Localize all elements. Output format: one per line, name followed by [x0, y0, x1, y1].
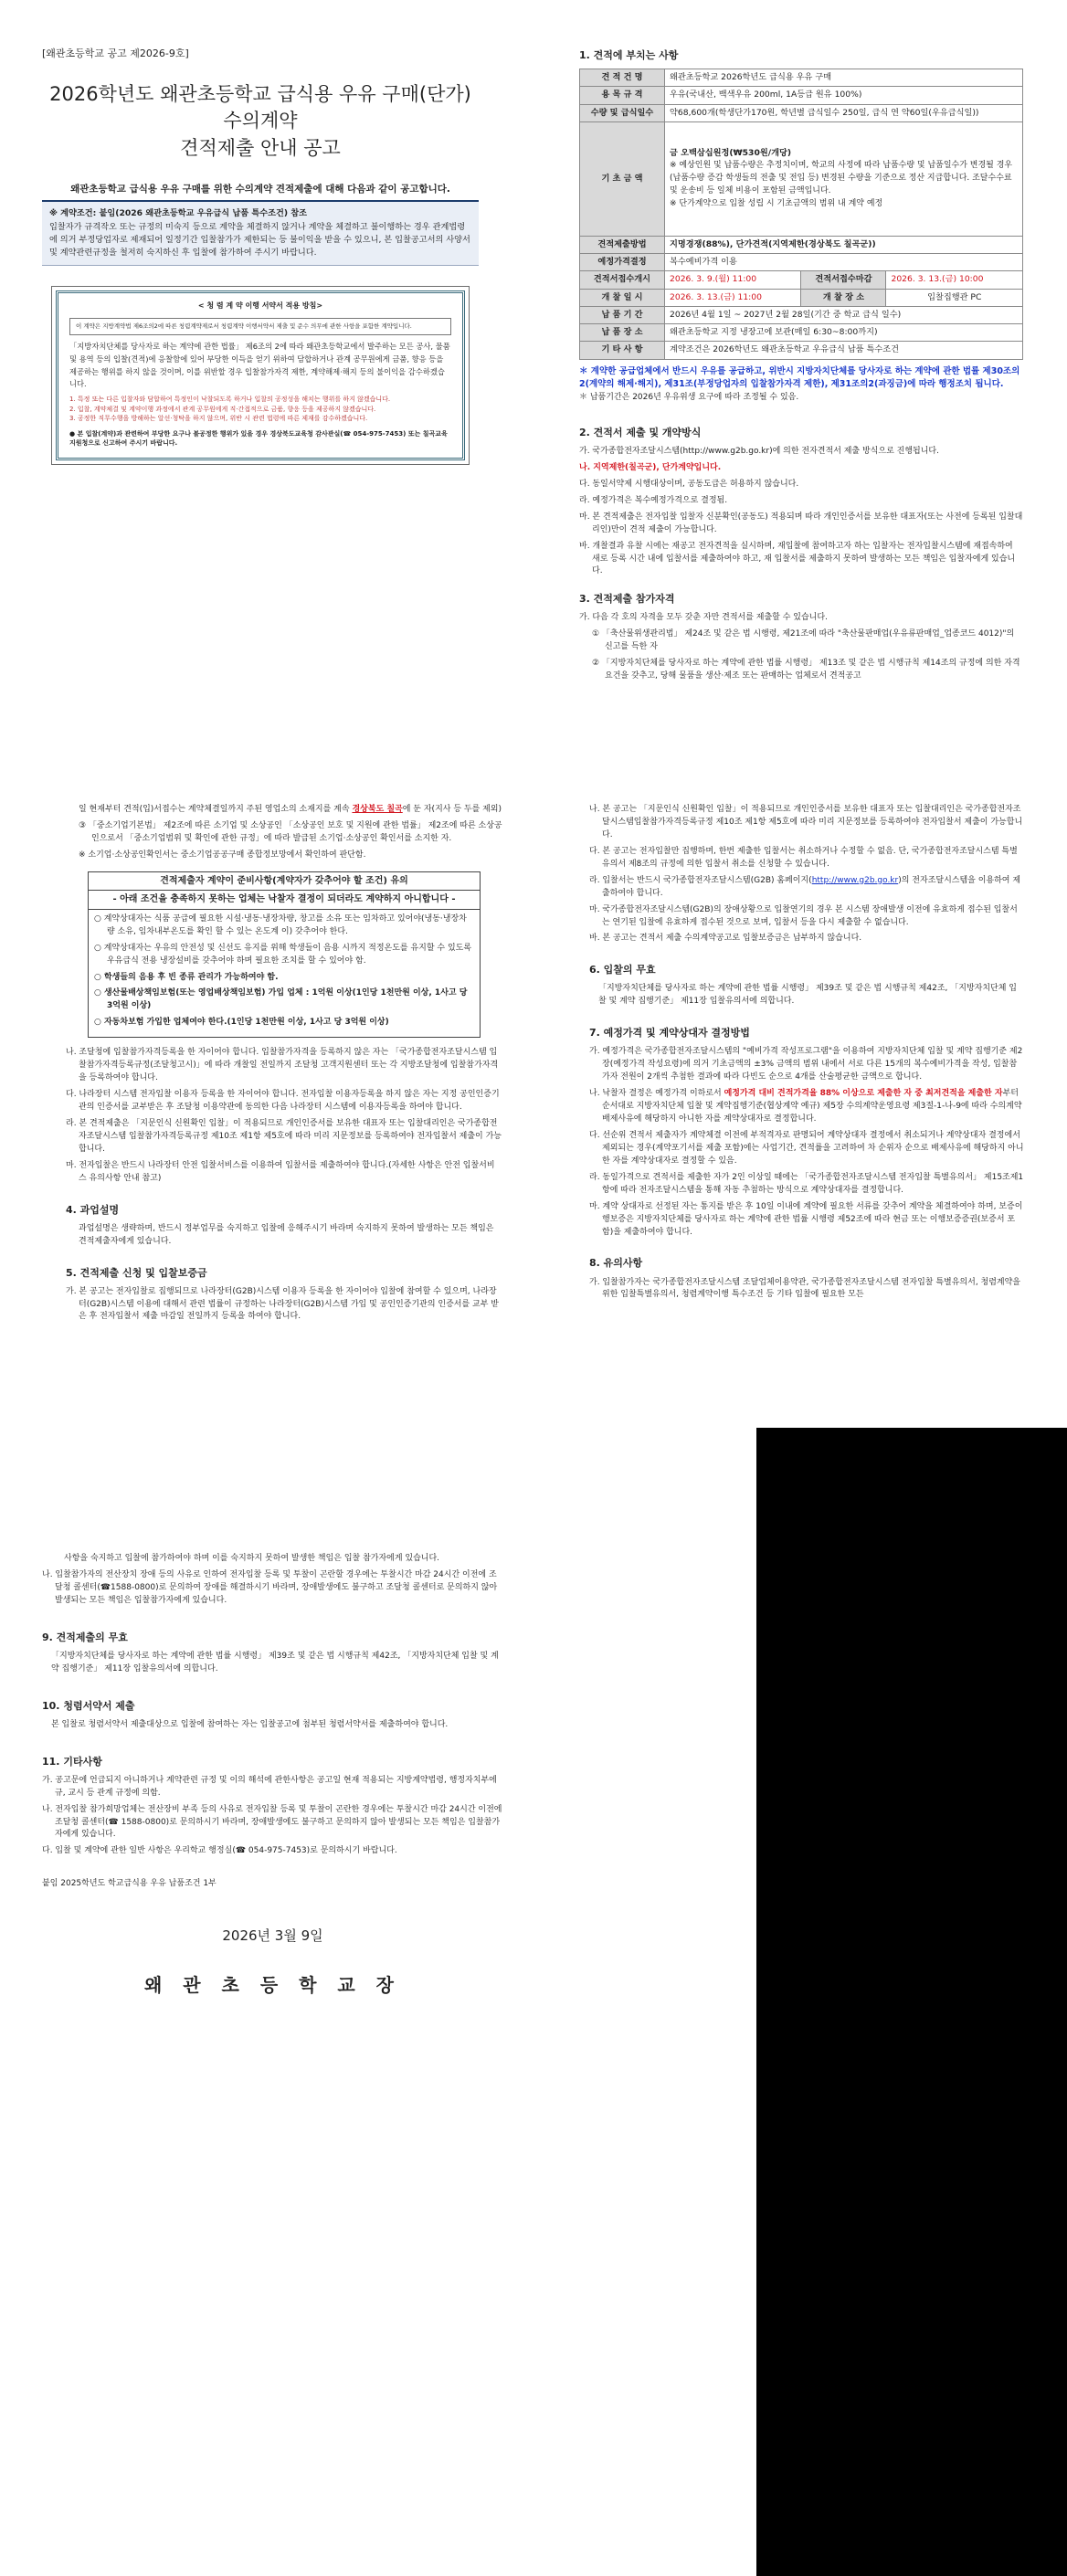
list-item: 라. 동일가격으로 견적서를 제출한 자가 2인 이상일 때에는 「국가종합전자조달시스템 전자입찰 특별유의서」 제15조제1항에 따라 전자조달시스템을 통해 자동 추첨하는 방식으로 계약상대자를 결정합니다.	[589, 1172, 1024, 1195]
section-10-title: 10. 청렴서약서 제출	[42, 1699, 135, 1712]
list-item: 라. 본 견적제출은 「지문인식 신원확인 입찰」이 적용되므로 개인인증서를 보유한 대표자 또는 입찰대리인은 국가종합전자조달시스템 입찰참가자격등록규정 제10조 제1항 제5호에 따라 미리 지문정보를 등록하여야 전자입찰서 제출이 가능합니다.	[66, 1118, 502, 1154]
list-item: 다. 선순위 견적서 제출자가 계약체결 이전에 부적격자로 판명되어 계약상대자 결정에서 취소되거나 계약상대자 결정에서 제외되는 경우(계약포기서를 제출 포함)에는 사업기간, 견적률을 고려하여 차 순위자 순으로 배제사유에 해당하지 아니한 자를 계약상대자로 결정할 수 있음.	[589, 1130, 1024, 1166]
page1-right-column	[579, 48, 1023, 687]
g2b-link[interactable]: http://www.g2b.go.kr	[811, 875, 899, 885]
base-price-cell	[665, 121, 1023, 236]
list-item: 바. 본 공고는 견적서 제출 수의계약공고로 입찰보증금은 납부하지 않습니다.	[589, 934, 862, 944]
list-item: 가. 국가종합전자조달시스템(http://www.g2b.go.kr)에 의한 전자견적서 제출 방식으로 진행됩니다.	[579, 446, 939, 456]
table-value: 왜관초등학교 2026학년도 급식용 우유 구매	[665, 69, 1023, 87]
table-row	[580, 121, 1023, 236]
list-item: 마. 계약 상대자로 선정된 자는 통지를 받은 후 10일 이내에 계약에 필요한 서류를 갖추어 계약을 체결하여야 하며, 보증이행보증은 지방자치단체를 당사자로 하는 계약에 관한 법률 시행령 제52조에 따라 현금 또는 이행보증증권(보증서 포함)을 제출하여야 합니다.	[589, 1201, 1023, 1237]
table-row	[580, 236, 1023, 253]
section-10-body: 본 입찰로 청렴서약서 제출대상으로 입찰에 참여하는 자는 입찰공고에 첨부된 청렴서약서를 제출하여야 합니다.	[51, 1719, 449, 1729]
table-label: 수량 및 급식일수	[580, 104, 665, 121]
table-row	[580, 104, 1023, 121]
table-value: 지명경쟁(88%), 단가견적(지역제한(경상북도 칠곡군))	[665, 236, 1023, 253]
table-label: 개 찰 장 소	[801, 289, 886, 306]
section-1-warning: ＊ 계약한 공급업체에서 반드시 우유를 공급하고, 위반시 지방자치단체를 당사자로 하는 계약에 관한 법률 제30조의2(계약의 해제·해지), 제31조(부정당업자의 입찰참가자격 제한), 제31조의2(과징금)에 따라 행정조치 됩니다.	[579, 365, 1020, 390]
list-item: 라. 예정가격은 복수예정가격으로 결정됨.	[579, 495, 728, 505]
table-value: 왜관초등학교 지정 냉장고에 보관(매일 6:30~8:00까지)	[665, 324, 1023, 342]
conditions-title: 견적제출자 계약이 준비사항(계약자가 갖추어야 할 조건) 유의	[89, 872, 480, 892]
table-label: 기 초 금 액	[580, 121, 665, 236]
section-5-title: 5. 견적제출 신청 및 입찰보증금	[66, 1266, 207, 1279]
integrity-pledge-items	[69, 395, 451, 424]
table-row	[580, 324, 1023, 342]
list-item: ○ 계약상대자는 우유의 안전성 및 신선도 유지를 위해 학생들이 음용 시까지 적정온도를 유지할 수 있도록 우유급식 전용 냉장설비를 갖추어야 하며 필요한 조치를 할 수 있어야 함.	[94, 943, 472, 966]
integrity-pledge-heading: < 청 렴 계 약 이행 서약서 적용 방침>	[197, 301, 323, 311]
list-item	[589, 1088, 1024, 1126]
table-label: 개 찰 일 시	[580, 289, 665, 306]
highlight-text: 예정가격 대비 견적가격율 88% 이상으로 제출한 자 중 최저견적을 제출한 자	[724, 1089, 1003, 1099]
table-label: 견적서접수마감	[801, 271, 886, 289]
page2-right-column	[589, 804, 1024, 1305]
list-item: 다. 나라장터 시스템 전자입찰 이용자 등록을 한 자이어야 합니다. 전자입찰 이용자등록을 하지 않은 자는 지정 공인인증기관의 인증서를 교부받은 후 조달청 이용약관에 동의한 다음 나라장터 시스템에 이용자등록을 하여야 합니다.	[66, 1090, 500, 1112]
list-item: ○ 생산물배상책임보험(또는 영업배상책임보험) 가입 업체 : 1억원 이상(1인당 1천만원 이상, 1사고 당 3억원 이상)	[94, 988, 468, 1011]
contract-condition-body: 입찰자가 규격작오 또는 규정의 미숙지 등으로 계약을 체결하지 않거나 계약을 체결하고 불이행하는 경우 관계법령에 의거 부정당업자로 제재되어 일정기간 입찰참가가 제한되는 등 불이익을 받을 수 있으니, 본 입찰공고서의 사양서 및 계약관련규정을 철저히 숙지하신 후 입찰에 참가하여 주시기 바랍니다.	[49, 221, 470, 259]
table-row	[580, 254, 1023, 271]
table-label: 견 적 건 명	[580, 69, 665, 87]
section-2-list	[579, 446, 1023, 578]
contract-condition-head: ※ 계약조건: 붙임(2026 왜관초등학교 우유급식 납품 특수조건) 참조	[49, 208, 307, 219]
table-label: 납 품 기 간	[580, 306, 665, 323]
table-row	[580, 87, 1023, 104]
base-price-note: ※ 예상인원 및 납품수량은 추정치이며, 학교의 사정에 따라 납품수량 및 납품일수가 변경될 경우(납품수량 증감 학생들의 전출 및 전입 등) 변경된 수량을 기준으로 정산 지급합니다. 조달수수료 및 운송비 등 일체 비용이 포함된 금액입니다.	[670, 161, 1013, 195]
notice-number: [왜관초등학교 공고 제2026-9호]	[42, 48, 189, 59]
base-price-amount: 금 오백삼십원정(₩530원/개당)	[670, 147, 792, 158]
text-span: 나. 낙찰자 결정은 예정가격 이하로서	[589, 1089, 724, 1099]
redacted-area	[756, 1428, 1067, 2576]
table-value: 2026. 3. 13.(금) 11:00	[665, 289, 801, 306]
table-value: 약68,600개(학생단가170원, 학년별 급식일수 250일, 급식 연 약60일(우유급식일))	[665, 104, 1023, 121]
table-row	[580, 342, 1023, 359]
list-item: 다. 입찰 및 계약에 관한 일반 사항은 우리학교 행정실(☎ 054-975-7453)로 문의하시기 바랍니다.	[42, 1846, 397, 1856]
section-7-title: 7. 예정가격 및 계약상대자 결정방법	[589, 1027, 750, 1040]
page3-left-column	[42, 1553, 503, 2000]
table-label: 납 품 장 소	[580, 324, 665, 342]
list-item: 가. 공고문에 언급되지 아니하거나 계약관련 규정 및 이의 해석에 관한사항은 공고일 현재 적용되는 지방계약법령, 행정자치부에규, 교시 등 관계 규정에 의함.	[42, 1775, 497, 1798]
table-label: 견적서접수개시	[580, 271, 665, 289]
list-item	[589, 875, 1024, 901]
list-item: ○ 계약상대자는 식품 공급에 필요한 시설·냉동·냉장차량, 창고를 소유 또는 임차하고 있어야(냉동·냉장차량 소유, 임차내부온도를 확인 할 수 있는 온도계 이) 갖추어야 한다.	[94, 913, 467, 936]
table-value: 입찰집행관 PC	[886, 289, 1023, 306]
section-4-body: 과업설명은 생략하며, 반드시 정부업무를 숙지하고 입찰에 응해주시기 바라며 숙지하지 못하여 발생하는 모든 책임은 견적제출자에게 있습니다.	[79, 1223, 494, 1246]
list-item: 바. 개찰결과 유찰 시에는 재공고 전자견적을 실시하며, 재입찰에 참여하고자 하는 입찰자는 전자입찰시스템에 재접속하여 새로 등록 시간 내에 입찰서를 제출하여야 하고, 재 입찰서를 제출하지 못하여 발생하는 모든 책임은 입찰자에게 있습니다.	[579, 541, 1016, 576]
list-item: 마. 전자입찰은 반드시 나라장터 안전 입찰서비스를 이용하여 입찰서를 제출하여야 합니다.(자세한 사항은 안전 입찰서비스 유의사항 안내 참고)	[66, 1160, 495, 1183]
page1-left-column	[42, 46, 479, 465]
contract-condition-box	[42, 202, 479, 266]
integrity-pledge-body: 「지방자치단체를 당사자로 하는 계약에 관한 법률」 제6조의 2에 따라 왜관초등학교에서 발주하는 모든 공사, 물품 및 용역 등의 입찰(견적)에 응찰함에 있어 부당한 이득을 얻기 위하여 담합하거나 관계 공무원에게 금품, 향응 등을 제공하는 행위를 하지 않을 것이며, 이를 위반할 경우 입찰참가자격 제한, 계약해제·해지 등의 불이익을 감수하겠습니다.	[69, 342, 450, 389]
table-value: 복수예비가격 이용	[665, 254, 1023, 271]
table-value: 계약조건은 2026학년도 왜관초등학교 우유급식 납품 특수조건	[665, 342, 1023, 359]
section-5-body: 가. 본 공고는 전자입찰로 집행되므로 나라장터(G2B)시스템 이용자 등록을 한 자이어야 입찰에 참여할 수 있으며, 나라장터(G2B)시스템 이용에 대해서 관련 법률이 규정하는 나라장터(G2B)시스템 가입 및 공인인증기관의 인증서를 교부 받은 후 전자입찰서 제출 마감일 전일까지 등록을 하여야 합니다.	[66, 1286, 499, 1322]
section-3-title: 3. 견적제출 참가자격	[579, 593, 675, 606]
table-row	[580, 69, 1023, 87]
intro-text: 왜관초등학교 급식용 우유 구매를 위한 수의계약 견적제출에 대해 다음과 같이 공고합니다.	[70, 184, 450, 195]
attachment-line: 붙임 2025학년도 학교급식용 우유 납품조건 1부	[42, 1879, 217, 1889]
table-value: 2026. 3. 13.(금) 10:00	[886, 271, 1023, 289]
table-row	[580, 289, 1023, 306]
section-6-title: 6. 입찰의 무효	[589, 964, 656, 977]
section-1-title: 1. 견적에 부치는 사항	[579, 49, 679, 61]
table-value: 2026. 3. 9.(월) 11:00	[665, 271, 801, 289]
list-item: 나. 입찰참가자의 전산장치 장애 등의 사유로 인하여 전자입찰 등록 및 투찰이 곤란할 경우에는 투찰시간 마감 24시간 이전에 조달청 콜센터(☎1588-0800)로 문의하여 장애를 해결하시기 바라며, 장애발생에도 불구하고 조달청 콜센터로 문의하지 않아 발생되는 모든 책임은 입찰참가자에게 있습니다.	[42, 1569, 498, 1605]
section-4-title: 4. 과업설명	[66, 1203, 120, 1216]
title-line-2: 견적제출 안내 공고	[180, 136, 341, 159]
table-label: 용 목 규 격	[580, 87, 665, 104]
integrity-pledge-item: 2. 입찰, 계약체결 및 계약이행 과정에서 관계 공무원에게 직·간접적으로 금품, 향응 등을 제공하지 않겠습니다.	[69, 405, 376, 413]
list-item: 가. 다음 각 호의 자격을 모두 갖춘 자만 견적서를 제출할 수 있습니다.	[579, 613, 828, 623]
integrity-pledge-intro: 이 계약은 지방계약법 제6조의2에 따른 청렴계약제로서 청렴계약 이행서약서 제출 및 준수 의무에 관한 사항을 포함한 계약입니다.	[69, 318, 451, 335]
issue-date: 2026년 3월 9일	[222, 1927, 323, 1945]
highlight-text: 경상북도 칠곡	[352, 805, 403, 814]
list-item: ○ 학생들의 음용 후 빈 종류 관리가 가능하여야 함.	[94, 972, 279, 982]
list-item: ② 「지방자치단체를 당사자로 하는 계약에 관한 법률 시행령」 제13조 및 같은 법 시행규칙 제14조의 규정에 의한 자격요건을 갖추고, 당해 물품을 생산·제조 또는 판매하는 업체로서 견적공고	[592, 659, 1020, 681]
table-value: 우유(국내산, 백색우유 200ml, 1A등급 원유 100%)	[665, 87, 1023, 104]
list-item: ③ 「중소기업기본법」 제2조에 따른 소기업 및 소상공인 「소상공인 보호 및 지원에 관한 법률」 제2조에 따른 소상공인으로서 「중소기업범위 및 확인에 관한 규정」에 따라 발급된 소기업·소상공인 확인서를 소지한 자.	[79, 820, 502, 843]
school-principal-signature: 왜 관 초 등 학 교 장	[143, 1973, 402, 1996]
list-item: 다. 본 공고는 전자입찰만 집행하며, 한번 제출한 입찰서는 취소하거나 수정할 수 없음. 단, 국가종합전자조달시스템 특별유의서 제8조의 규정에 의한 입찰서 취소를 신청할 수 있습니다.	[589, 846, 1018, 869]
continued-text: 사항을 숙지하고 입찰에 참가하여야 하며 이를 숙지하지 못하여 발생한 책임은 입찰 참가자에게 있습니다.	[64, 1554, 440, 1563]
list-item: 나. 전자입찰 참가희망업체는 전산장비 부족 등의 사유로 전자입찰 등록 및 투찰이 곤란한 경우에는 투찰시간 마감 24시간 이전에 조달청 콜센터(☎ 1588-0800)로 문의하시기 바라며, 장애발생에도 불구하고 문의하지 않아 발생되는 모든 책임은 입찰참가자에게 있습니다.	[42, 1804, 502, 1840]
conditions-list	[89, 910, 480, 1038]
contractor-conditions-box	[88, 871, 481, 1039]
text-span: )의 전자조달시스템을 이용하여 제출하여야 합니다.	[602, 875, 1021, 898]
integrity-pledge-inner	[56, 290, 465, 459]
text-span: 라. 입찰서는 반드시 국가종합전자조달시스템(G2B) 홈페이지(	[589, 875, 812, 885]
table-label: 예정가격결정	[580, 254, 665, 271]
text-span: 부터 순서대로 지방자치단체 입찰 및 계약집행기준(협상계약 예규) 제5장 수의계약운영요령 제3절-1-나-9에 따라 수의계약배제사유에 해당하지 아니한 자를 계약상대자로 결정합니다.	[602, 1089, 1022, 1124]
section-8-title: 8. 유의사항	[589, 1257, 643, 1270]
list-item: ① 「축산물위생관리법」 제24조 및 같은 법 시행령, 제21조에 따라 "축산물판매업(우유류판매업_업종코드 4012)"의 신고를 득한 자	[592, 629, 1015, 652]
list-item: 나. 지역제한(칠곡군), 단가계약입니다.	[579, 462, 722, 472]
bid-info-table	[579, 69, 1023, 360]
section-9-title: 9. 견적제출의 무효	[42, 1631, 128, 1643]
page2-left-column	[66, 804, 502, 1327]
conditions-subtitle: - 아래 조건을 충족하지 못하는 업체는 낙찰자 결정이 되더라도 계약하지 아니합니다 -	[89, 891, 480, 910]
list-item: 다. 동일서약제 시행대상이며, 공동도급은 허용하지 않습니다.	[579, 479, 799, 489]
integrity-contact: ● 본 입찰(계약)과 관련하여 부당한 요구나 불공정한 행위가 있을 경우 경상북도교육청 감사관실(☎ 054-975-7453) 또는 칠곡교육지원청으로 신고하여 주시기 바랍니다.	[69, 429, 448, 448]
base-price-note: ※ 단가계약으로 입찰 성립 시 기초금액의 범위 내 계약 예정	[670, 198, 883, 208]
list-item: 가. 입찰참가자는 국가종합전자조달시스템 조달업체이용약관, 국가종합전자조달시스템 전자입찰 특별유의서, 청렴계약을 위한 입찰특별유의서, 청렴계약이행 특수조건 등 기타 입찰에 필요한 모든	[589, 1277, 1021, 1300]
title-line-1: 2026학년도 왜관초등학교 급식용 우유 구매(단가) 수의계약	[49, 83, 471, 132]
table-label: 견적제출방법	[580, 236, 665, 253]
table-row	[580, 271, 1023, 289]
integrity-pledge-item: 1. 특정 또는 다른 입찰자와 담합하여 특정인이 낙찰되도록 하거나 입찰의 공정성을 해치는 행위를 하지 않겠습니다.	[69, 396, 391, 404]
table-row	[580, 306, 1023, 323]
section-6-body: 「지방자치단체를 당사자로 하는 계약에 관한 법률 시행령」 제39조 및 같은 법 시행규칙 제42조, 「지방자치단체 입찰 및 계약 집행기준」 제11장 입찰유의서에 의합니다.	[598, 984, 1017, 1007]
list-item: 가. 예정가격은 국가종합전자조달시스템의 "예비가격 작성프로그램"을 이용하여 지방자치단체 입찰 및 계약 집행기준 제2장(예정가격 작성요령)에 의거 기초금액의 ±3% 금액의 범위 내에서 서로 다른 15개의 복수예비가격을 작성, 입찰참가자 전원이 2개씩 추첨한 결과에 따라 다빈도 순으로 4개를 산술평균한 금액으로 합니다.	[589, 1047, 1023, 1082]
integrity-pledge-frame	[51, 286, 470, 464]
section-3-list	[579, 612, 1023, 683]
table-label: 기 타 사 항	[580, 342, 665, 359]
list-item: 나. 조달청에 입찰참가자격등록을 한 자이어야 합니다. 입찰참가자격을 등록하지 않은 자는 「국가종합전자조달시스템 입찰참가자격등록규정(조달청고시)」에 따라 개찰일 전일까지 조달청 고객지원센터 또는 각 지방조달청에 입찰참가자격을 등록하여야 합니다.	[66, 1048, 499, 1083]
table-value: 2026년 4월 1일 ~ 2027년 2월 28일(기간 중 학교 급식 일수)	[665, 306, 1023, 323]
section-1-note: ＊ 납품기간은 2026년 우유위생 요구에 따라 조정될 수 있음.	[579, 392, 799, 402]
list-item: 나. 본 공고는 「지문인식 신원확인 입찰」이 적용되므로 개인인증서를 보유한 대표자 또는 입찰대리인은 국가종합전자조달시스템입찰참가자격등록규정 제10조 제1항 제5호에 따라 미리 지문정보를 등록하여야 전자입찰서 제출이 가능합니다.	[589, 805, 1023, 839]
continued-text: 일 현재부터 견적(입)서접수는 계약체결일까지 주된 영업소의 소재지를 계속 경상북도 칠곡에 둔 자(지사 등 두를 제외)	[79, 805, 502, 814]
list-item: 마. 본 견적제출은 전자입찰 입찰자 신분확인(공동도) 적용되며 따라 개인인증서를 보유한 대표자(또는 사전에 등록된 입찰대리인)만이 견적 제출이 가능합니다.	[579, 512, 1023, 534]
section-2-title: 2. 견적서 제출 및 개약방식	[579, 426, 702, 438]
list-item: ○ 자동차보험 가입한 업체여야 한다.(1인당 1천만원 이상, 1사고 당 3억원 이상)	[94, 1018, 389, 1028]
section-11-title: 11. 기타사항	[42, 1755, 102, 1768]
document-title	[42, 81, 479, 162]
list-item-note: ※ 소기업·소상공인확인서는 중소기업공공구매 종합정보망에서 확인하여 판단함.	[79, 850, 366, 860]
list-item: 마. 국가종합전자조달시스템(G2B)의 장애상황으로 입찰연기의 경우 본 시스템 장애발생 이전에 유효하게 접수된 입찰서는 연기된 입찰에 유효하게 접수된 것으로 보며, 입찰서 등을 다시 제출할 수 없습니다.	[589, 904, 1018, 927]
section-9-body: 「지방자치단체를 당사자로 하는 계약에 관한 법률 시행령」 제39조 및 같은 법 시행규칙 제42조, 「지방자치단체 입찰 및 계약 집행기준」 제11장 입찰유의서에 의합니다.	[51, 1651, 499, 1673]
integrity-pledge-item: 3. 공정한 직무수행을 방해하는 알선·청탁을 하지 않으며, 위반 시 관련 법령에 따른 제재를 감수하겠습니다.	[69, 415, 368, 423]
